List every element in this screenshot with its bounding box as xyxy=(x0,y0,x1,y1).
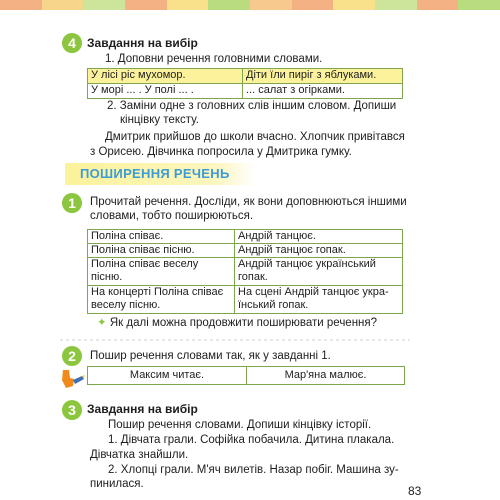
task-4-table xyxy=(87,68,403,99)
task4-cell: Діти їли пиріг з яблуками. xyxy=(243,69,403,84)
pencil-hand-icon xyxy=(60,366,86,392)
exercise-3-line2: 1. Дівчата грали. Софійка побачила. Дитина плакала. xyxy=(108,434,395,446)
section-title: ПОШИРЕННЯ РЕЧЕНЬ xyxy=(80,166,230,181)
ex1-cell-text: Андрій танцює. xyxy=(238,230,316,242)
task-4-title: Завдання на вибір xyxy=(87,36,198,50)
top-decorative-strip xyxy=(0,0,500,10)
dashed-divider xyxy=(60,338,410,342)
ex1-cell-text: Андрій танцює український xyxy=(238,258,376,270)
task-4-item1: 1. Доповни речення головними словами. xyxy=(105,53,323,65)
exercise-3-badge: 3 xyxy=(62,400,82,420)
exercise-1-line2: словами, тобто поширюються. xyxy=(90,210,254,222)
exercise-3-line4: 2. Хлопці грали. М'яч вилетів. Назар побіг. Машина зу- xyxy=(108,464,399,476)
exercise-3-line3: Дівчатка знайшли. xyxy=(90,449,189,461)
ex1-cell xyxy=(88,230,235,244)
ex1-cell xyxy=(88,244,235,258)
ex1-cell-text: їнський гопак. xyxy=(238,299,309,311)
task-4-text-line1: Дмитрик прийшов до школи вчасно. Хлопчик привітався xyxy=(105,131,405,143)
ex1-cell-text: Поліна співає веселу xyxy=(91,258,199,270)
ex1-cell-text: Поліна співає пісню. xyxy=(91,244,195,256)
ex1-cell-text: Поліна співає. xyxy=(91,230,164,242)
ex1-cell-text: веселу пісню. xyxy=(91,299,161,311)
exercise-2-box-left: Максим читає. xyxy=(87,366,247,385)
ex1-cell-text: Андрій танцює гопак. xyxy=(238,244,346,256)
task4-cell: У лісі ріс мухомор. xyxy=(88,69,243,84)
exercise-2-box-right: Мар'яна малює. xyxy=(246,366,405,385)
ex1-cell-text: гопак. xyxy=(238,271,268,283)
exercise-1-badge: 1 xyxy=(62,193,82,213)
page-number: 83 xyxy=(408,484,422,498)
task4-cell: У морі ... . У полі ... . xyxy=(88,84,243,99)
ex1-cell xyxy=(235,230,403,244)
ex1-cell-text: пісню. xyxy=(91,271,123,283)
task-4-item2-cont: кінцівку тексту. xyxy=(120,114,199,126)
exercise-3-title: Завдання на вибір xyxy=(87,402,198,416)
ex1-cell xyxy=(235,286,403,314)
exercise-1-question xyxy=(97,316,377,330)
exercise-1-line1: Прочитай речення. Досліди, як вони доповнюються іншими xyxy=(90,196,407,208)
exercise-3-line5: пинилася. xyxy=(90,478,144,490)
task4-cell: ... салат з огірками. xyxy=(243,84,403,99)
exercise-2-badge: 2 xyxy=(62,346,82,366)
task-4-text-line2: з Орисею. Дівчинка попросила у Дмитрика гумку. xyxy=(90,146,352,158)
ex1-cell-text: На концерті Поліна співає xyxy=(91,286,224,298)
task-4-item2: 2. Заміни одне з головних слів іншим словом. Допиши xyxy=(107,100,397,112)
bullet-icon: ✦ xyxy=(97,317,107,329)
exercise-2-text: Пошир речення словами так, як у завданні 1. xyxy=(90,350,331,362)
exercise-3-line1: Пошир речення словами. Допиши кінцівку історії. xyxy=(108,419,372,431)
ex1-cell xyxy=(235,244,403,258)
ex1-cell xyxy=(88,258,235,286)
ex1-cell-text: На сцені Андрій танцює укра- xyxy=(238,286,389,298)
exercise-1-table xyxy=(87,229,403,314)
ex1-cell xyxy=(235,258,403,286)
exercise-1-question-text: Як далі можна продовжити поширювати речення? xyxy=(109,317,378,329)
ex1-cell xyxy=(88,286,235,314)
task-4-badge: 4 xyxy=(62,33,82,53)
